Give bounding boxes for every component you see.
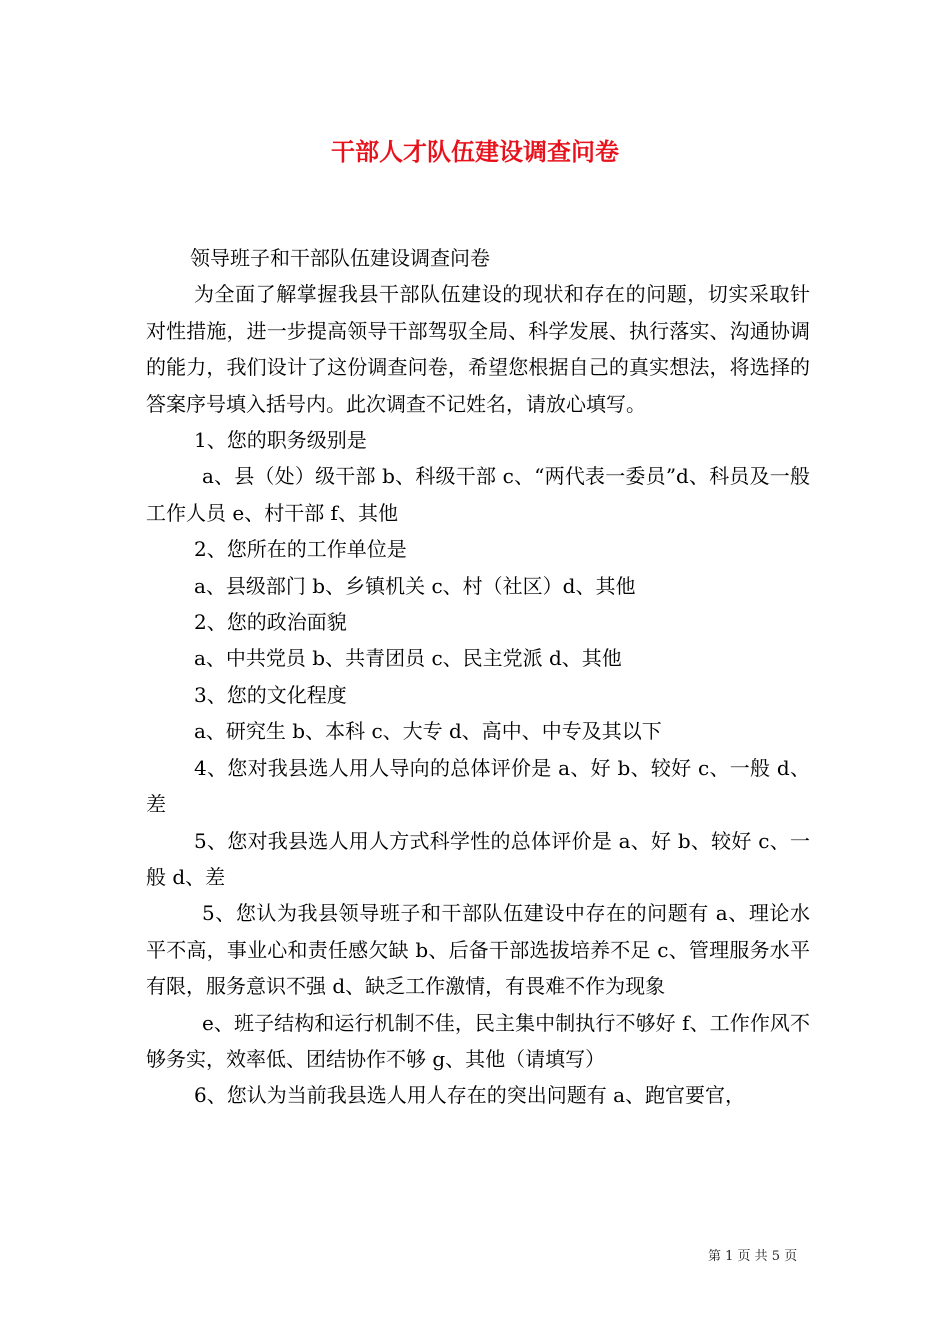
document-body (146, 240, 810, 1114)
subtitle-paragraph: 领导班子和干部队伍建设调查问卷 (190, 246, 490, 270)
question-2: 2、您所在的工作单位是 (194, 537, 407, 562)
question-1-options: a、县（处）级干部 b、科级干部 c、“两代表一委员”d、科员及一般工作人员 e、村干部 f、其他 (146, 464, 810, 525)
question-2b-options: a、中共党员 b、共青团员 c、民主党派 d、其他 (194, 646, 622, 671)
page-number-footer: 第 1 页 共 5 页 (708, 1249, 798, 1264)
document-title: 干部人才队伍建设调查问卷 (331, 137, 619, 166)
question-1: 1、您的职务级别是 (194, 428, 367, 453)
question-3: 3、您的文化程度 (194, 682, 347, 707)
question-5b: 5、您认为我县领导班子和干部队伍建设中存在的问题有 a、理论水平不高，事业心和责任感欠缺 b、后备干部选拔培养不足 c、管理服务水平有限，服务意识不强 d、缺乏工作激情，有畏难不作为现象 (146, 901, 810, 999)
question-3-options: a、研究生 b、本科 c、大专 d、高中、中专及其以下 (194, 719, 662, 744)
question-6: 6、您认为当前我县选人用人存在的突出问题有 a、跑官要官， (194, 1083, 746, 1108)
intro-paragraph: 为全面了解掌握我县干部队伍建设的现状和存在的问题，切实采取针对性措施，进一步提高领导干部驾驭全局、科学发展、执行落实、沟通协调的能力，我们设计了这份调查问卷，希望您根据自己的真实想法，将选择的答案序号填入括号内。此次调查不记姓名，请放心填写。 (146, 282, 810, 416)
question-2b: 2、您的政治面貌 (194, 610, 347, 635)
question-5: 5、您对我县选人用人方式科学性的总体评价是 a、好 b、较好 c、一般 d、差 (146, 828, 810, 889)
question-2-options: a、县级部门 b、乡镇机关 c、村（社区）d、其他 (194, 573, 636, 598)
question-4: 4、您对我县选人用人导向的总体评价是 a、好 b、较好 c、一般 d、差 (146, 755, 810, 817)
question-5b-options-cont: e、班子结构和运行机制不佳，民主集中制执行不够好 f、工作作风不够务实，效率低、团结协作不够 g、其他（请填写） (146, 1010, 810, 1071)
